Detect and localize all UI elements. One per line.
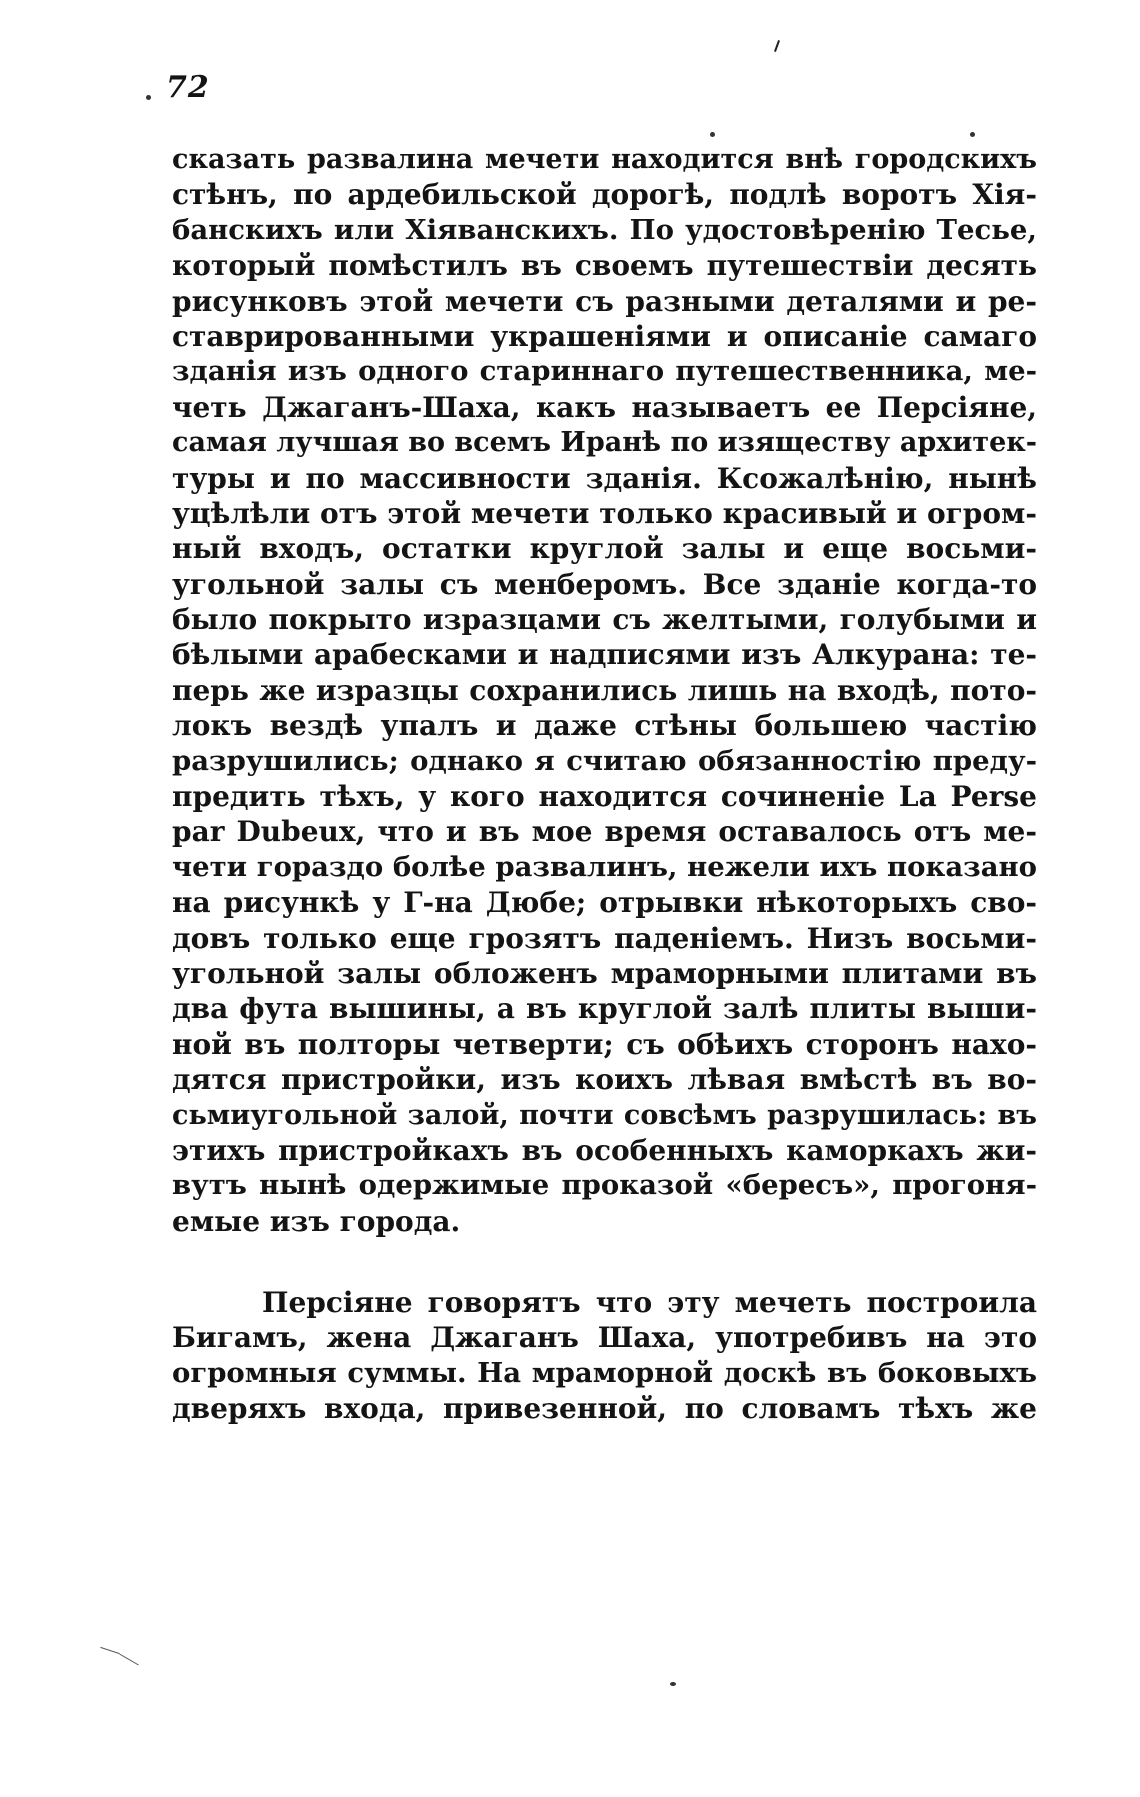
paragraph-1 [172, 142, 1037, 1239]
scan-speck [146, 95, 151, 100]
scan-speck [970, 132, 975, 137]
text-line: ный входъ, остатки круглой залы и еще восьми- [172, 532, 1037, 566]
scan-speck [710, 132, 715, 137]
text-line: стѣнъ, по ардебильской дорогѣ, подлѣ воротъ Хія- [172, 178, 1037, 212]
text-line: дятся пристройки, изъ коихъ лѣвая вмѣстѣ въ во- [172, 1063, 1037, 1097]
text-line: туры и по массивности зданія. Ксожалѣнію, нынѣ [172, 461, 1037, 495]
text-line: чети гораздо болѣе развалинъ, нежели ихъ показано [172, 850, 1037, 883]
text-line: разрушились; однако я считаю обязанностію преду- [172, 744, 1037, 777]
scan-speck [670, 1682, 676, 1686]
text-line: сказать развалина мечети находится внѣ городскихъ [172, 144, 1037, 175]
paragraph-2 [172, 1285, 1037, 1427]
text-line: угольной залы обложенъ мраморными плитами въ [172, 956, 1037, 990]
text-line: четь Джаганъ-Шаха, какъ называетъ ее Персіяне, [172, 390, 1037, 424]
scan-mark [100, 1647, 119, 1654]
text-line: зданія изъ одного стариннаго путешественника, ме- [172, 355, 1037, 388]
text-line: довъ только еще грозятъ паденіемъ. Низъ восьми- [172, 921, 1037, 955]
text-line: локъ вездѣ упалъ и даже стѣны большею частію [172, 709, 1037, 743]
scan-mark [119, 1654, 139, 1666]
scan-mark [774, 40, 780, 52]
text-line: угольной залы съ менберомъ. Все зданіе когда-то [172, 567, 1037, 601]
text-line: дверяхъ входа, привезенной, по словамъ тѣхъ же [172, 1392, 1037, 1426]
text-line: было покрыто изразцами съ желтыми, голубыми и [172, 603, 1037, 637]
text-line: банскихъ или Хіяванскихъ. По удостовѣренію Тесье, [172, 213, 1037, 246]
text-line: ной въ полторы четверти; съ обѣихъ сторонъ нахо- [172, 1027, 1037, 1061]
text-line: уцѣлѣли отъ этой мечети только красивый и огром- [172, 496, 1037, 530]
text-line: ставрированными украшеніями и описаніе самаго [172, 319, 1037, 353]
text-line: емые изъ города. [172, 1204, 461, 1238]
text-line: на рисункѣ у Г-на Дюбе; отрывки нѣкоторыхъ сво- [172, 886, 1037, 920]
text-line: огромныя суммы. На мраморной доскѣ въ боковыхъ [172, 1356, 1037, 1389]
text-line: Бигамъ, жена Джаганъ Шаха, употребивъ на это [172, 1321, 1037, 1355]
text-line: два фута вышины, а въ круглой залѣ плиты выши- [172, 992, 1037, 1026]
text-line: самая лучшая во всемъ Иранѣ по изяществу архитек- [172, 427, 1037, 459]
page-number: 72 [166, 70, 210, 105]
text-line: бѣлыми арабесками и надписями изъ Алкурана: те- [172, 638, 1037, 672]
text-line: вутъ нынѣ одержимые проказой «бересъ», прогоня- [172, 1169, 1037, 1202]
text-line: рисунковъ этой мечети съ разными деталями и ре- [172, 284, 1037, 318]
text-line: предить тѣхъ, у кого находится сочиненіе La Perse [172, 780, 1037, 814]
text-line: Персіяне говорятъ что эту мечеть построила [262, 1286, 1037, 1319]
text-line: par Dubeux, что и въ мое время оставалось отъ ме- [172, 815, 1037, 849]
text-line: перь же изразцы сохранились лишь на входѣ, пото- [172, 673, 1037, 707]
text-line: сьмиугольной залой, почти совсѣмъ разрушилась: въ [172, 1099, 1037, 1131]
text-line: этихъ пристройкахъ въ особенныхъ каморкахъ жи- [172, 1133, 1037, 1167]
text-line: который помѣстилъ въ своемъ путешествіи десять [172, 249, 1037, 283]
